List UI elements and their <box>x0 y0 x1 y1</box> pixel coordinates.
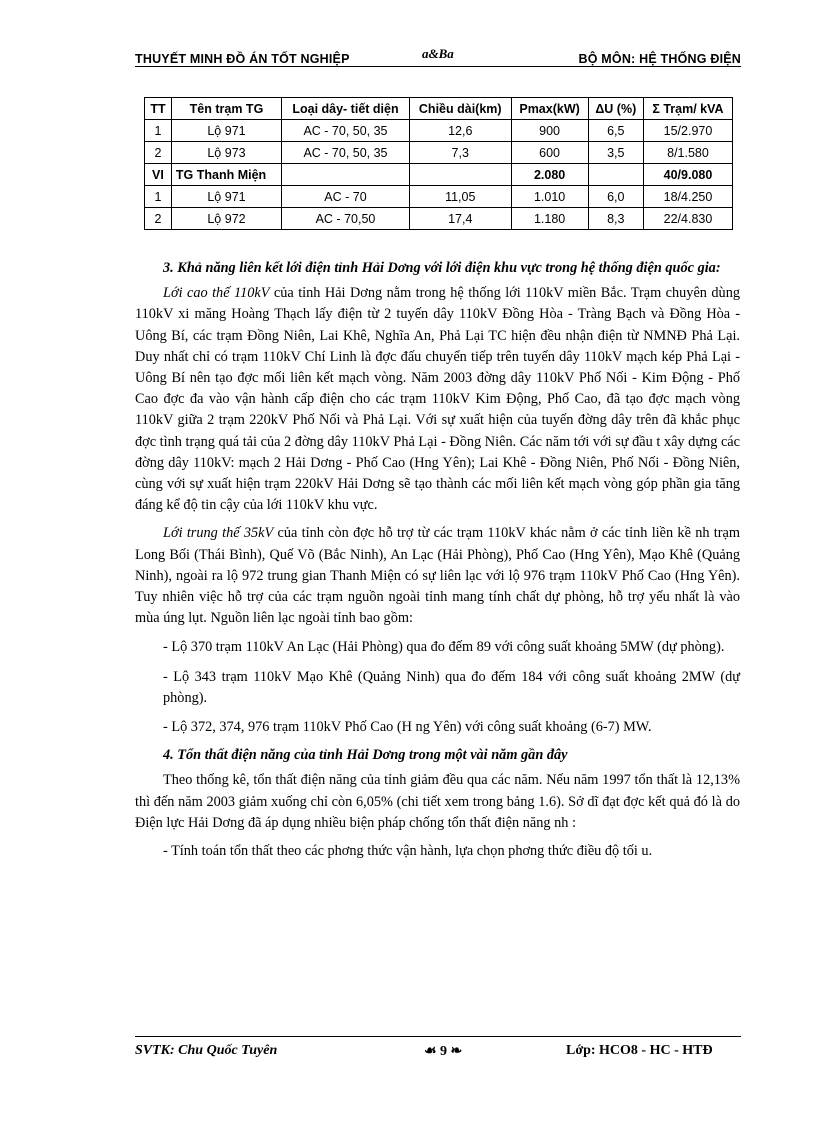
table-row <box>145 164 733 186</box>
table-cell: 1 <box>145 120 172 142</box>
table-cell: 1.010 <box>511 186 588 208</box>
table-cell: Lộ 971 <box>171 120 281 142</box>
table-cell: 11,05 <box>409 186 511 208</box>
bullet-item: - Lộ 343 trạm 110kV Mạo Khê (Quảng Ninh) qua đo đếm 184 với công suất khoảng 2MW (dự phòng). <box>163 668 740 706</box>
table-cell: 3,5 <box>588 142 643 164</box>
table-row <box>145 186 733 208</box>
table-header-cell: Pmax(kW) <box>511 98 588 120</box>
table-row <box>145 120 733 142</box>
table-cell: 7,3 <box>409 142 511 164</box>
paragraph-body: của tỉnh Hải Dơng nằm trong hệ thống lới 110kV miền Bắc. Trạm chuyên dùng 110kV xi măng Hoàng Thạch lấy điện từ 2 tuyến dây 110kV Đồng Hòa - Tràng Bạch và Đồng Hòa - Uông Bí, các trạm Đồng Niên, Lai Khê, Nghĩa An, Phả Lại TC hiện đều nhận điện từ NMNĐ Phả Lại. Duy nhất chỉ có trạm 110kV Chí Linh là đợc đấu chuyển tiếp trên tuyến dây 110kV mạch kép Phả Lại - Uông Bí nên tạo đợc mối liên kết mạch vòng. Năm 2003 đờng dây 110kV Phố Nối - Kim Động - Phố Cao đợc đa vào vận hành cấp điện cho các trạm 110kV Kim Động, Phố Cao, đã tạo đợc mạch vòng 110kV giữa 2 trạm 220kV Phố Nối và Phả Lại. Với sự xuất hiện của tuyến đờng dây trên đã khắc phục đợc tình trạng quá tải của 2 đờng dây 110kV Phả Lại - Đồng Niên. Các năm tới với sự đầu t xây dựng các đờng dây 110kV: mạch 2 Hải Dơng - Phố Cao (Hng Yên); Lai Khê - Đồng Niên, Phố Nối - Đồng Niên, cùng với sự xuất hiện trạm 220kV Hải Dơng sẽ tạo thành các mối liên kết mạch vòng góp phần gia tăng đáng kể độ tin cậy của lới 110kV khu vực. <box>135 285 740 514</box>
table-header-cell: ΔU (%) <box>588 98 643 120</box>
table-cell <box>409 164 511 186</box>
table-header-cell: TT <box>145 98 172 120</box>
table-cell: 6,5 <box>588 120 643 142</box>
table-cell: AC - 70,50 <box>282 208 410 230</box>
table-cell: AC - 70, 50, 35 <box>282 120 410 142</box>
paragraph-lead: Lới trung thế 35kV <box>163 525 274 542</box>
table-cell: Lộ 973 <box>171 142 281 164</box>
section-3-paragraph-2 <box>135 523 740 629</box>
line-data-table <box>144 97 733 230</box>
paragraph-body: của tỉnh còn đợc hỗ trợ từ các trạm 110kV khác nằm ở các tỉnh liền kề nh trạm Long Bối (Thái Bình), Quế Võ (Bắc Ninh), An Lạc (Hải Phòng), Phố Cao (Hng Yên), Mạo Khê (Quảng Ninh), ngoài ra lộ 972 trung gian Thanh Miện có sự liên lạc với lộ 976 trạm 110kV Phố Cao (Hng Yên). Tuy nhiên việc hỗ trợ của các trạm nguồn ngoài tỉnh mang tính chất dự phòng, hỗ trợ yếu nhất là vào mùa úng lụt. Nguồn liên lạc ngoài tỉnh bao gồm: <box>135 525 740 627</box>
table-cell: 12,6 <box>409 120 511 142</box>
table-header-row <box>145 98 733 120</box>
footer-class: Lớp: HCO8 - HC - HTĐ <box>566 1043 713 1058</box>
table-cell: 6,0 <box>588 186 643 208</box>
bullet-item: - Tính toán tổn thất theo các phơng thức vận hành, lựa chọn phơng thức điều độ tối u. <box>163 843 653 860</box>
footer-rule <box>135 1036 741 1037</box>
table-cell: AC - 70 <box>282 186 410 208</box>
section-3-paragraph-1 <box>135 283 740 516</box>
table-header-cell: Σ Trạm/ kVA <box>643 98 732 120</box>
table-cell: 40/9.080 <box>643 164 732 186</box>
header-rule <box>135 66 741 67</box>
bullet-item: - Lộ 372, 374, 976 trạm 110kV Phố Cao (H ng Yên) với công suất khoảng (6-7) MW. <box>163 719 652 736</box>
table-cell: TG Thanh Miện <box>171 164 281 186</box>
table-cell: 1 <box>145 186 172 208</box>
header-right: BỘ MÔN: HỆ THỐNG ĐIỆN <box>578 52 741 66</box>
header-ornament: a&Ba <box>422 46 454 61</box>
table-cell: 15/2.970 <box>643 120 732 142</box>
table-row <box>145 142 733 164</box>
section-4-title: 4. Tổn thất điện năng của tỉnh Hải Dơng trong một vài năm gần đây <box>163 747 568 764</box>
table-header-cell: Chiều dài(km) <box>409 98 511 120</box>
table-row <box>145 208 733 230</box>
header-left: THUYẾT MINH ĐỒ ÁN TỐT NGHIỆP <box>135 52 350 66</box>
table-cell: 8/1.580 <box>643 142 732 164</box>
section-3-title: 3. Khả năng liên kết lới điện tỉnh Hải Dơng với lới điện khu vực trong hệ thống điện quốc gia: <box>163 260 721 276</box>
bullet-item: - Lộ 370 trạm 110kV An Lạc (Hải Phòng) qua đo đếm 89 với công suất khoảng 5MW (dự phòng). <box>163 639 725 656</box>
page-number: ☙ 9 ❧ <box>424 1044 463 1059</box>
table-header-cell: Tên trạm TG <box>171 98 281 120</box>
table-cell: Lộ 972 <box>171 208 281 230</box>
section-3 <box>135 258 740 862</box>
table-cell: 2 <box>145 142 172 164</box>
table-cell: VI <box>145 164 172 186</box>
table-cell: Lộ 971 <box>171 186 281 208</box>
table-header-cell: Loại dây- tiết diện <box>282 98 410 120</box>
table-cell: 900 <box>511 120 588 142</box>
table-cell: 2 <box>145 208 172 230</box>
table-cell: 18/4.250 <box>643 186 732 208</box>
table-cell: 17,4 <box>409 208 511 230</box>
table-cell: 1.180 <box>511 208 588 230</box>
table-cell: 22/4.830 <box>643 208 732 230</box>
table-cell: AC - 70, 50, 35 <box>282 142 410 164</box>
table-cell: 600 <box>511 142 588 164</box>
table-cell <box>282 164 410 186</box>
footer-author: SVTK: Chu Quốc Tuyên <box>135 1043 278 1058</box>
paragraph-lead: Lới cao thế 110kV <box>163 285 270 302</box>
table-cell: 8,3 <box>588 208 643 230</box>
table-cell: 2.080 <box>511 164 588 186</box>
table-cell <box>588 164 643 186</box>
section-4-paragraph-1: Theo thống kê, tổn thất điện năng của tỉnh giảm đều qua các năm. Nếu năm 1997 tổn thất là 12,13% thì đến năm 2003 giảm xuống chỉ còn 6,05% (chi tiết xem trong bảng 1.6). Sở dĩ đạt đợc kết quả đó là do Điện lực Hải Dơng đã áp dụng nhiều biện pháp chống tổn thất điện năng nh : <box>135 772 740 831</box>
